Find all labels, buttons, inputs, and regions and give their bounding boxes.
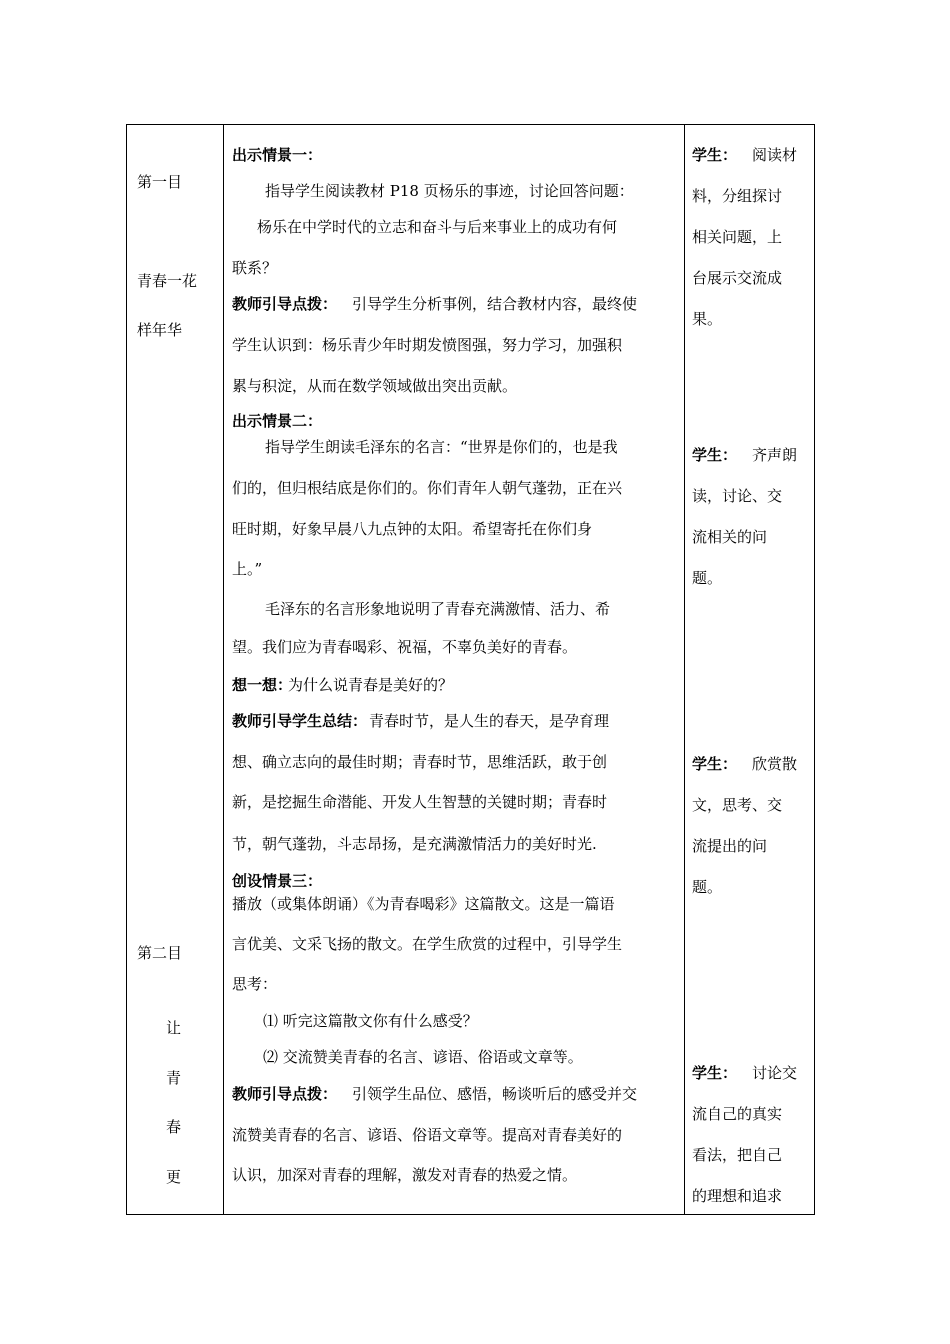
student-activity-4-line-2: 流自己的真实 (692, 1105, 783, 1123)
section-1-title: 第一目 (137, 173, 183, 191)
section-2-char-1: 让 (166, 1019, 182, 1037)
scenario-2-line-4: 上。” (232, 560, 263, 578)
scenario-1-heading: 出示情景一： (232, 146, 323, 164)
teacher-guide-2-label: 教师引导点拨： (232, 1085, 338, 1103)
scenario-2-line-2: 们的，但归根结底是你们的。你们青年人朝气蓬勃，正在兴 (232, 479, 623, 497)
teacher-guide-1-line-3: 累与积淀，从而在数学领域做出突出贡献。 (232, 377, 518, 395)
student-activity-3-line-3: 流提出的问 (692, 837, 768, 855)
teacher-guide-1-line-2: 学生认识到：杨乐青少年时期发愤图强，努力学习，加强积 (232, 336, 623, 354)
student-activity-1-line-5: 果。 (692, 310, 723, 328)
student-activity-3-line-2: 文，思考、交 (692, 796, 783, 814)
section-2-title: 第二目 (137, 944, 183, 962)
summary-line-2: 想、确立志向的最佳时期；青春时节，思维活跃，敢于创 (232, 753, 608, 771)
student-activity-2-line-1: 齐声朗 (752, 446, 798, 464)
scenario-2-heading: 出示情景二： (232, 412, 323, 430)
question-2: ⑵ 交流赞美青春的名言、谚语、俗语或文章等。 (263, 1048, 583, 1066)
teacher-guide-1-line-1: 引导学生分析事例，结合教材内容，最终使 (352, 295, 638, 313)
scenario-1-line-2: 杨乐在中学时代的立志和奋斗与后来事业上的成功有何 (257, 218, 618, 236)
think-label: 想一想： (232, 676, 293, 694)
student-activity-3-label: 学生： (692, 755, 738, 773)
summary-line-4: 节，朝气蓬勃，斗志昂扬，是充满激情活力的美好时光. (232, 835, 597, 853)
scenario-3-line-2: 言优美、文采飞扬的散文。在学生欣赏的过程中，引导学生 (232, 935, 623, 953)
scenario-1-line-1: 指导学生阅读教材 P18 页杨乐的事迹，讨论回答问题： (265, 182, 634, 200)
scenario-2-line-1: 指导学生朗读毛泽东的名言：“世界是你们的，也是我 (265, 438, 618, 456)
scenario-1-line-3: 联系？ (232, 259, 278, 277)
student-activity-2-line-3: 流相关的问 (692, 528, 768, 546)
teacher-guide-2-line-3: 认识，加深对青春的理解，激发对青春的热爱之情。 (232, 1166, 578, 1184)
scenario-2-line-3: 旺时期，好象早晨八九点钟的太阳。希望寄托在你们身 (232, 520, 593, 538)
column-divider-2 (684, 125, 685, 1214)
teacher-guide-2-line-1: 引领学生品位、感悟，畅谈听后的感受并交 (352, 1085, 638, 1103)
scenario-2-line-5: 毛泽东的名言形象地说明了青春充满激情、活力、希 (265, 600, 611, 618)
student-activity-4-line-4: 的理想和追求 (692, 1187, 783, 1205)
teacher-guide-1-label: 教师引导点拨： (232, 295, 338, 313)
section-2-char-2: 青 (166, 1069, 182, 1087)
teacher-guide-2-line-2: 流赞美青春的名言、谚语、俗语文章等。提高对青春美好的 (232, 1126, 623, 1144)
student-activity-3-line-1: 欣赏散 (752, 755, 798, 773)
student-activity-1-line-3: 相关问题，上 (692, 228, 783, 246)
student-activity-1-line-2: 料，分组探讨 (692, 187, 783, 205)
scenario-3-line-1: 播放（或集体朗诵）《为青春喝彩》这篇散文。这是一篇语 (232, 895, 615, 913)
student-activity-4-line-3: 看法，把自己 (692, 1146, 783, 1164)
section-2-char-4: 更 (166, 1168, 182, 1186)
student-activity-4-line-1: 讨论交 (752, 1064, 798, 1082)
summary-label: 教师引导学生总结： (232, 712, 368, 730)
section-1-subtitle-line2: 样年华 (137, 321, 183, 339)
scenario-2-line-6: 望。我们应为青春喝彩、祝福，不辜负美好的青春。 (232, 638, 578, 656)
student-activity-1-line-4: 台展示交流成 (692, 269, 783, 287)
student-activity-2-label: 学生： (692, 446, 738, 464)
student-activity-3-line-4: 题。 (692, 878, 723, 896)
student-activity-4-label: 学生： (692, 1064, 738, 1082)
scenario-3-line-3: 思考： (232, 975, 278, 993)
student-activity-2-line-2: 读，讨论、交 (692, 487, 783, 505)
student-activity-2-line-4: 题。 (692, 569, 723, 587)
think-question: 为什么说青春是美好的？ (288, 676, 454, 694)
section-1-subtitle-line1: 青春一花 (137, 272, 198, 290)
question-1: ⑴ 听完这篇散文你有什么感受？ (263, 1012, 478, 1030)
column-divider-1 (223, 125, 224, 1214)
student-activity-1-label: 学生： (692, 146, 738, 164)
scenario-3-heading: 创设情景三： (232, 872, 323, 890)
section-2-char-3: 春 (166, 1118, 182, 1136)
summary-line-3: 新，是挖掘生命潜能、开发人生智慧的关键时期；青春时 (232, 793, 608, 811)
student-activity-1-line-1: 阅读材 (752, 146, 798, 164)
summary-line-1: 青春时节，是人生的春天，是孕育理 (369, 712, 610, 730)
